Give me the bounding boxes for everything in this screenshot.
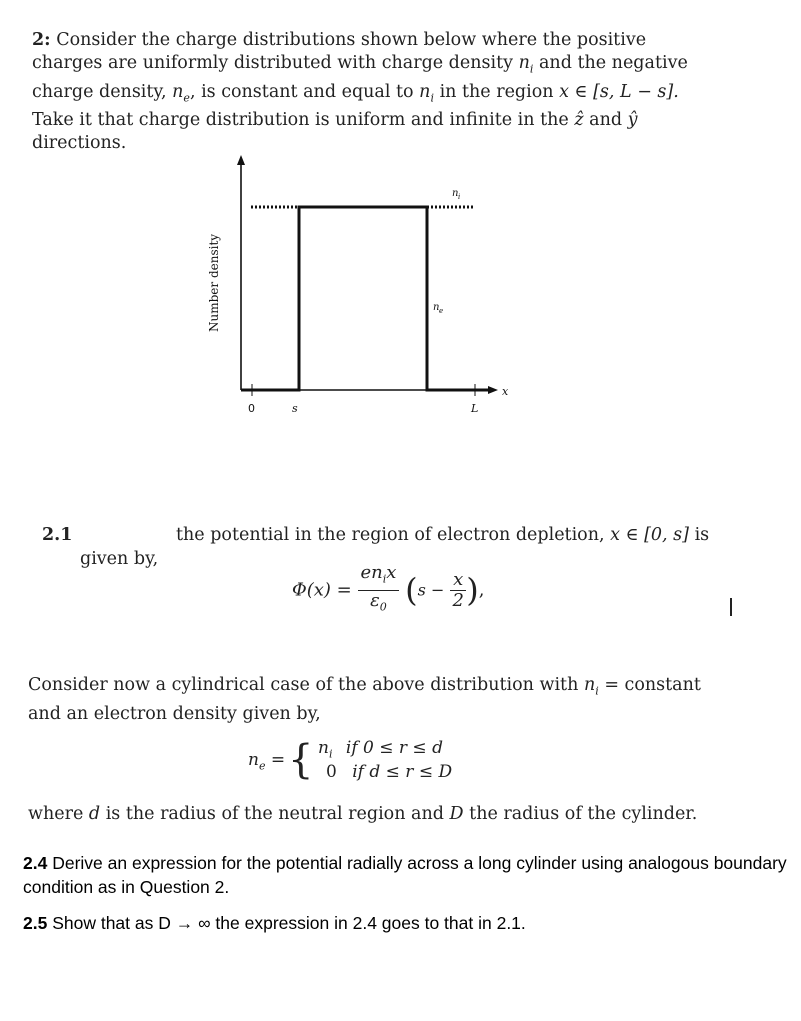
question-2-text: 2: Consider the charge distributions shown below where the positive charges are uniformly distributed with charge density $n_i$ and the negative charge density, $n_e$, is constant and equal to $n_i$ in the region x ∈ [s, L − s]. Take it that charge distribution is uniform and infinite in the ẑ and ŷ directions.	[32, 30, 688, 153]
ne-label: n	[433, 302, 440, 313]
left-brace: {	[288, 737, 314, 783]
ni-label: n	[452, 188, 459, 199]
density-plot	[195, 150, 525, 430]
ne-label-sub: e	[439, 307, 444, 315]
tick-label-s: s	[292, 402, 298, 415]
question-2-1-number: 2.1	[42, 525, 73, 545]
question-2-5-number: 2.5	[23, 913, 48, 933]
question-2-5: 2.5 Show that as D → ∞ the expression in 2.4 goes to that in 2.1.	[23, 913, 526, 933]
where-text: where d is the radius of the neutral region and D the radius of the cylinder.	[28, 804, 698, 824]
potential-equation: Φ(x) = $\frac{en_ix}{\varepsilon_0}$ (s − $\frac{x}{2}$ ),	[292, 563, 502, 613]
question-number: 2:	[32, 30, 51, 50]
y-axis-label: Number density	[207, 233, 221, 332]
question-2-4: 2.4 Derive an expression for the potential radially across a long cylinder using analogous boundary condition as in Question 2.	[23, 853, 787, 897]
ni-label-sub: i	[458, 193, 461, 201]
given-by-text: given by,	[80, 549, 159, 569]
ne-step-curve	[241, 207, 490, 390]
tick-label-0: 0	[248, 402, 255, 415]
electron-density-piecewise: $n_e$ = { $n_i$ if 0 ≤ r ≤ d 0 if d ≤ r ≤ D	[248, 737, 453, 783]
cylindrical-case-text: Consider now a cylindrical case of the above distribution with $n_i$ = constant and an electron density given by,	[28, 675, 701, 724]
fraction-1: $\frac{en_ix}{\varepsilon_0}$	[358, 563, 400, 617]
y-axis-arrow	[237, 155, 245, 165]
question-2-1-text: the potential in the region of electron depletion, x ∈ [0, s] is	[176, 525, 710, 545]
question-2-4-number: 2.4	[23, 853, 48, 873]
x-axis-label: x	[502, 385, 509, 398]
tick-label-L: L	[471, 402, 479, 415]
density-figure	[195, 150, 525, 430]
fraction-2: $\frac{x}{2}$	[450, 570, 466, 611]
text-cursor	[730, 598, 732, 616]
